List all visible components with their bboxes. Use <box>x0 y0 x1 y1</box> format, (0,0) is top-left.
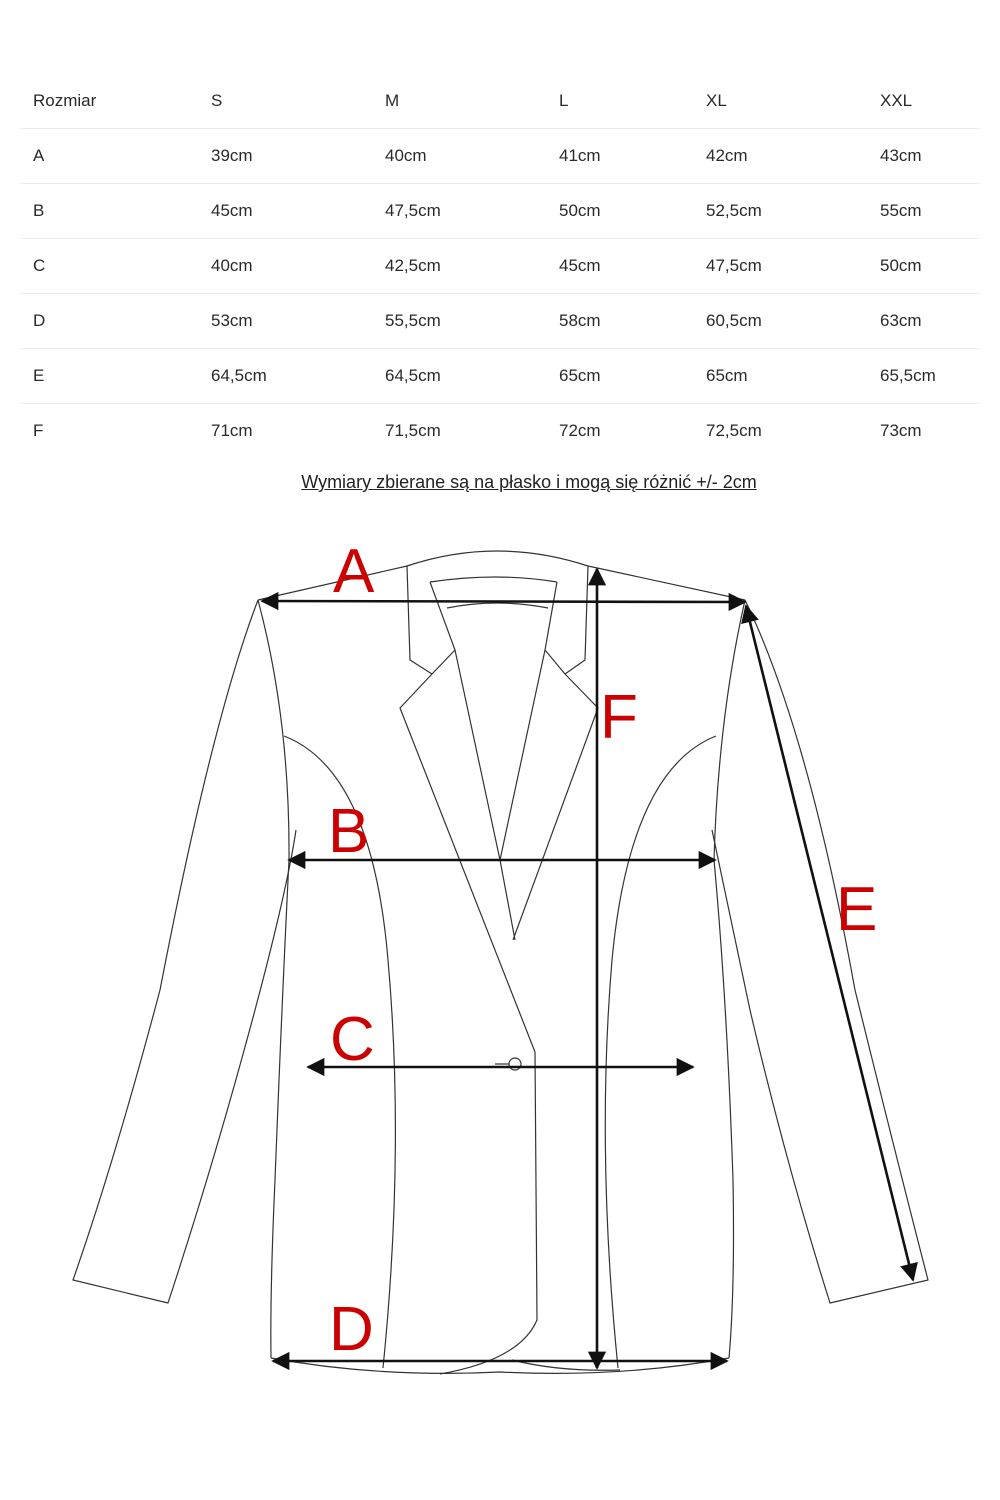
table-cell: 72cm <box>559 421 601 440</box>
table-cell: 53cm <box>211 311 253 330</box>
table-cell: 43cm <box>880 146 922 165</box>
row-label: F <box>33 421 44 440</box>
row-label: D <box>33 311 46 330</box>
label-c: C <box>330 1005 375 1074</box>
table-cell: 47,5cm <box>385 201 441 220</box>
table-cell: 45cm <box>211 201 253 220</box>
table-cell: 71cm <box>211 421 253 440</box>
header-cell-xxl: XXL <box>880 91 913 110</box>
table-cell: 65cm <box>559 366 601 385</box>
row-label: E <box>33 366 45 385</box>
label-f: F <box>600 683 638 752</box>
measurement-note: Wymiary zbierane są na płasko i mogą się różnić +/- 2cm <box>301 472 757 492</box>
table-cell: 50cm <box>559 201 601 220</box>
table-cell: 50cm <box>880 256 922 275</box>
table-cell: 58cm <box>559 311 601 330</box>
header-cell-xl: XL <box>706 91 727 110</box>
label-d: D <box>329 1295 374 1364</box>
header-cell-l: L <box>559 91 569 110</box>
jacket-outline <box>73 551 928 1374</box>
header-cell-size: Rozmiar <box>33 91 97 110</box>
row-label: C <box>33 256 46 275</box>
table-cell: 60,5cm <box>706 311 762 330</box>
label-b: B <box>328 797 370 866</box>
table-cell: 55cm <box>880 201 922 220</box>
measurement-lines <box>262 569 913 1368</box>
table-cell: 65,5cm <box>880 366 936 385</box>
table-cell: 42,5cm <box>385 256 441 275</box>
table-cell: 45cm <box>559 256 601 275</box>
table-cell: 55,5cm <box>385 311 441 330</box>
table-cell: 65cm <box>706 366 748 385</box>
table-cell: 72,5cm <box>706 421 762 440</box>
table-cell: 64,5cm <box>385 366 441 385</box>
table-cell: 63cm <box>880 311 922 330</box>
row-label: A <box>33 146 45 165</box>
table-cell: 40cm <box>211 256 253 275</box>
header-cell-m: M <box>385 91 400 110</box>
table-cell: 39cm <box>211 146 253 165</box>
table-cell: 71,5cm <box>385 421 441 440</box>
table-cell: 47,5cm <box>706 256 762 275</box>
measurement-e-line <box>746 606 913 1280</box>
table-cell: 42cm <box>706 146 748 165</box>
table-cell: 73cm <box>880 421 922 440</box>
label-a: A <box>333 537 375 606</box>
table-cell: 40cm <box>385 146 427 165</box>
table-cell: 41cm <box>559 146 601 165</box>
header-cell-s: S <box>211 91 223 110</box>
table-cell: 52,5cm <box>706 201 762 220</box>
label-e: E <box>836 875 878 944</box>
row-label: B <box>33 201 45 220</box>
table-cell: 64,5cm <box>211 366 267 385</box>
measurement-labels <box>328 537 877 1364</box>
